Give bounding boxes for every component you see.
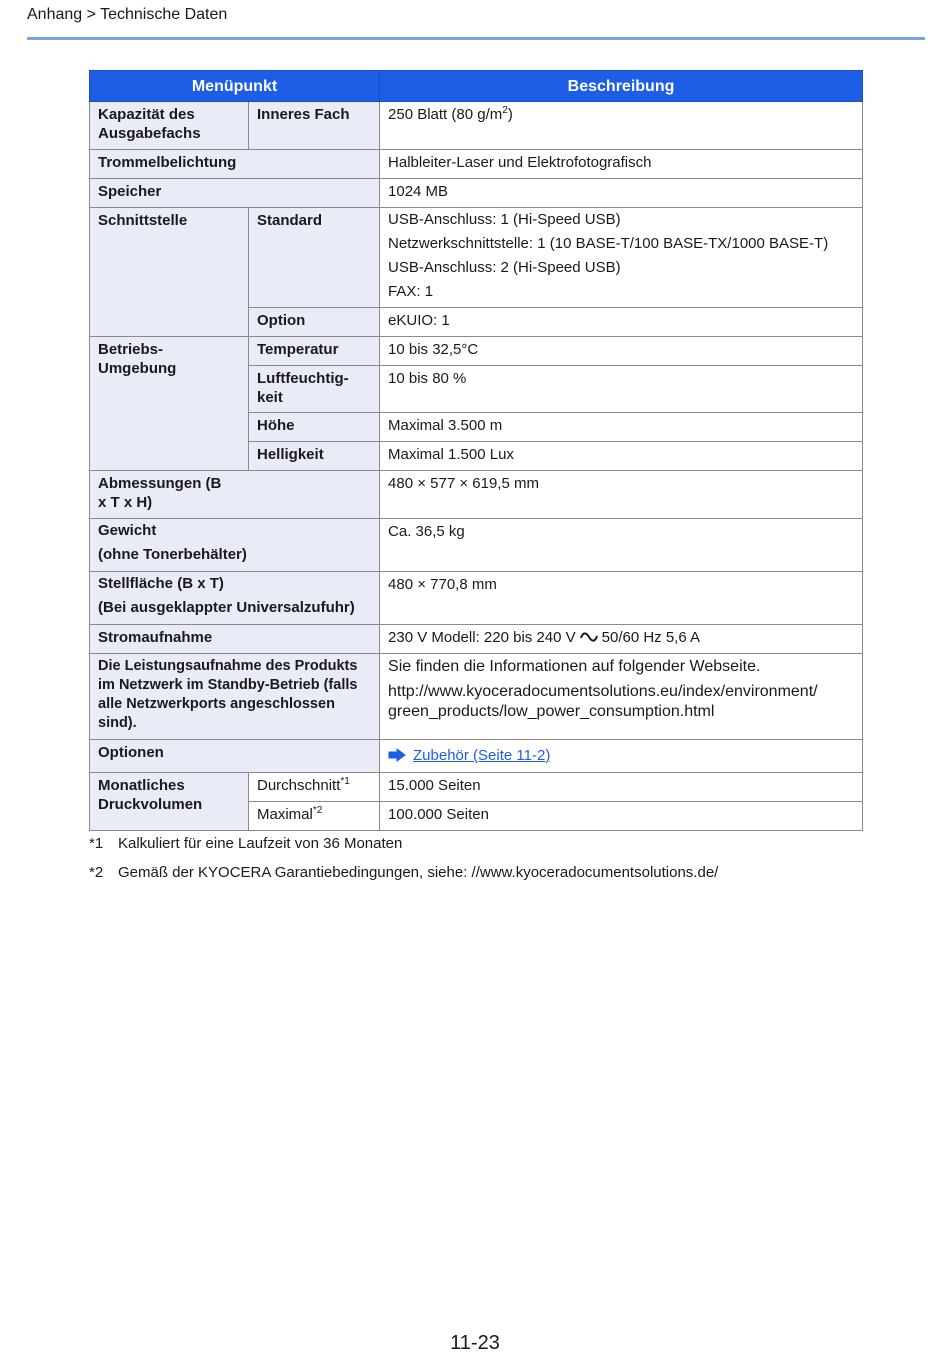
row-value-luftfeuchtigkeit: 10 bis 80 %	[380, 366, 863, 413]
row-value-stellflaeche: 480 × 770,8 mm	[380, 572, 863, 625]
row-sublabel-luftfeuchtigkeit: Luftfeuchtig-keit	[249, 366, 380, 413]
row-value-speicher: 1024 MB	[380, 179, 863, 208]
table-row	[90, 208, 863, 308]
row-label-druckvolumen: Monatliches Druckvolumen	[90, 773, 249, 831]
footnote-ref: *2	[312, 805, 323, 816]
value-line: Sie finden die Informationen auf folgender Webseite.	[388, 658, 761, 675]
table-header-row	[90, 71, 863, 102]
row-sublabel-helligkeit: Helligkeit	[249, 442, 380, 471]
row-label-betrieb: Betriebs-Umgebung	[90, 337, 249, 471]
row-value-maximal: 100.000 Seiten	[380, 802, 863, 831]
value-text: 50/60 Hz 5,6 A	[601, 629, 701, 646]
row-value-ausgabefach	[380, 102, 863, 150]
row-value-gewicht: Ca. 36,5 kg	[380, 519, 863, 572]
value-line: Netzwerkschnittstelle: 1 (10 BASE-T/100 BASE-TX/1000 BASE-T)	[388, 235, 829, 252]
row-sublabel-standard: Standard	[249, 208, 380, 308]
arrow-right-icon	[388, 748, 406, 762]
row-label-stellflaeche	[90, 572, 380, 625]
label-line: Gewicht	[98, 522, 157, 539]
table-row	[90, 102, 863, 150]
row-value-durchschnitt: 15.000 Seiten	[380, 773, 863, 802]
row-value-abmessungen: 480 × 577 × 619,5 mm	[380, 471, 863, 519]
row-value-strom	[380, 625, 863, 654]
spec-table	[89, 70, 863, 831]
header-rule	[27, 37, 925, 40]
page-number: 11-23	[450, 1332, 500, 1354]
row-value-helligkeit: Maximal 1.500 Lux	[380, 442, 863, 471]
header-beschreibung: Beschreibung	[380, 71, 863, 102]
value-text: )	[507, 106, 513, 123]
zubehoer-link[interactable]: Zubehör (Seite 11-2)	[413, 747, 551, 764]
table-row	[90, 572, 863, 625]
row-value-standard	[380, 208, 863, 308]
table-row	[90, 740, 863, 773]
table-row	[90, 471, 863, 519]
row-label-ausgabefach: Kapazität des Ausgabefachs	[90, 102, 249, 150]
table-row	[90, 773, 863, 802]
row-sublabel-inneres-fach: Inneres Fach	[249, 102, 380, 150]
table-row	[90, 150, 863, 179]
table-row	[90, 625, 863, 654]
value-url-line: http://www.kyoceradocumentsolutions.eu/index/environment/	[388, 683, 818, 700]
ac-current-icon	[580, 631, 598, 643]
table-row	[90, 337, 863, 366]
value-superscript: 2	[502, 105, 508, 116]
row-label-abmessungen: Abmessungen (B x T x H)	[90, 471, 380, 519]
value-line: USB-Anschluss: 2 (Hi-Speed USB)	[388, 259, 621, 276]
row-label-trommel: Trommelbelichtung	[90, 150, 380, 179]
row-sublabel-option: Option	[249, 308, 380, 337]
row-label-leistung: Die Leistungsaufnahme des Produkts im Netzwerk im Standby-Betrieb (falls alle Netzwerkports angeschlossen sind).	[90, 654, 380, 740]
value-text: 230 V Modell: 220 bis 240 V	[388, 629, 576, 646]
table-row	[90, 654, 863, 740]
table-row	[90, 519, 863, 572]
row-value-leistung	[380, 654, 863, 740]
footnote-text: Kalkuliert für eine Laufzeit von 36 Monaten	[118, 835, 403, 852]
row-sublabel-hoehe: Höhe	[249, 413, 380, 442]
footnote	[89, 865, 718, 894]
label-line: (ohne Tonerbehälter)	[98, 546, 247, 563]
row-sublabel-maximal	[249, 802, 380, 831]
row-label-speicher: Speicher	[90, 179, 380, 208]
row-label-strom: Stromaufnahme	[90, 625, 380, 654]
value-text: 250 Blatt (80 g/m	[388, 106, 503, 123]
row-value-optionen	[380, 740, 863, 773]
breadcrumb: Anhang > Technische Daten	[27, 6, 228, 23]
value-line: USB-Anschluss: 1 (Hi-Speed USB)	[388, 211, 621, 228]
row-sublabel-temperatur: Temperatur	[249, 337, 380, 366]
footnote-mark: *1	[89, 835, 104, 852]
footnote-ref: *1	[340, 776, 350, 787]
value-line: FAX: 1	[388, 283, 434, 300]
footnote	[89, 836, 718, 865]
row-label-gewicht	[90, 519, 380, 572]
row-value-trommel: Halbleiter-Laser und Elektrofotografisch	[380, 150, 863, 179]
label-line: Stellfläche (B x T)	[98, 575, 224, 592]
label-line: (Bei ausgeklappter Universalzufuhr)	[98, 599, 355, 616]
footnote-text: Gemäß der KYOCERA Garantiebedingungen, siehe: //www.kyoceradocumentsolutions.de/	[118, 864, 719, 881]
row-value-temperatur: 10 bis 32,5°C	[380, 337, 863, 366]
footnote-mark: *2	[89, 864, 104, 881]
sublabel-text: Durchschnitt	[257, 777, 341, 794]
row-sublabel-durchschnitt	[249, 773, 380, 802]
table-row	[90, 179, 863, 208]
row-label-schnittstelle: Schnittstelle	[90, 208, 249, 337]
header-menupunkt: Menüpunkt	[90, 71, 380, 102]
row-value-hoehe: Maximal 3.500 m	[380, 413, 863, 442]
sublabel-text: Maximal	[257, 806, 313, 823]
row-value-option: eKUIO: 1	[380, 308, 863, 337]
value-url-line: green_products/low_power_consumption.html	[388, 703, 715, 720]
footnotes	[89, 836, 718, 894]
row-label-optionen: Optionen	[90, 740, 380, 773]
